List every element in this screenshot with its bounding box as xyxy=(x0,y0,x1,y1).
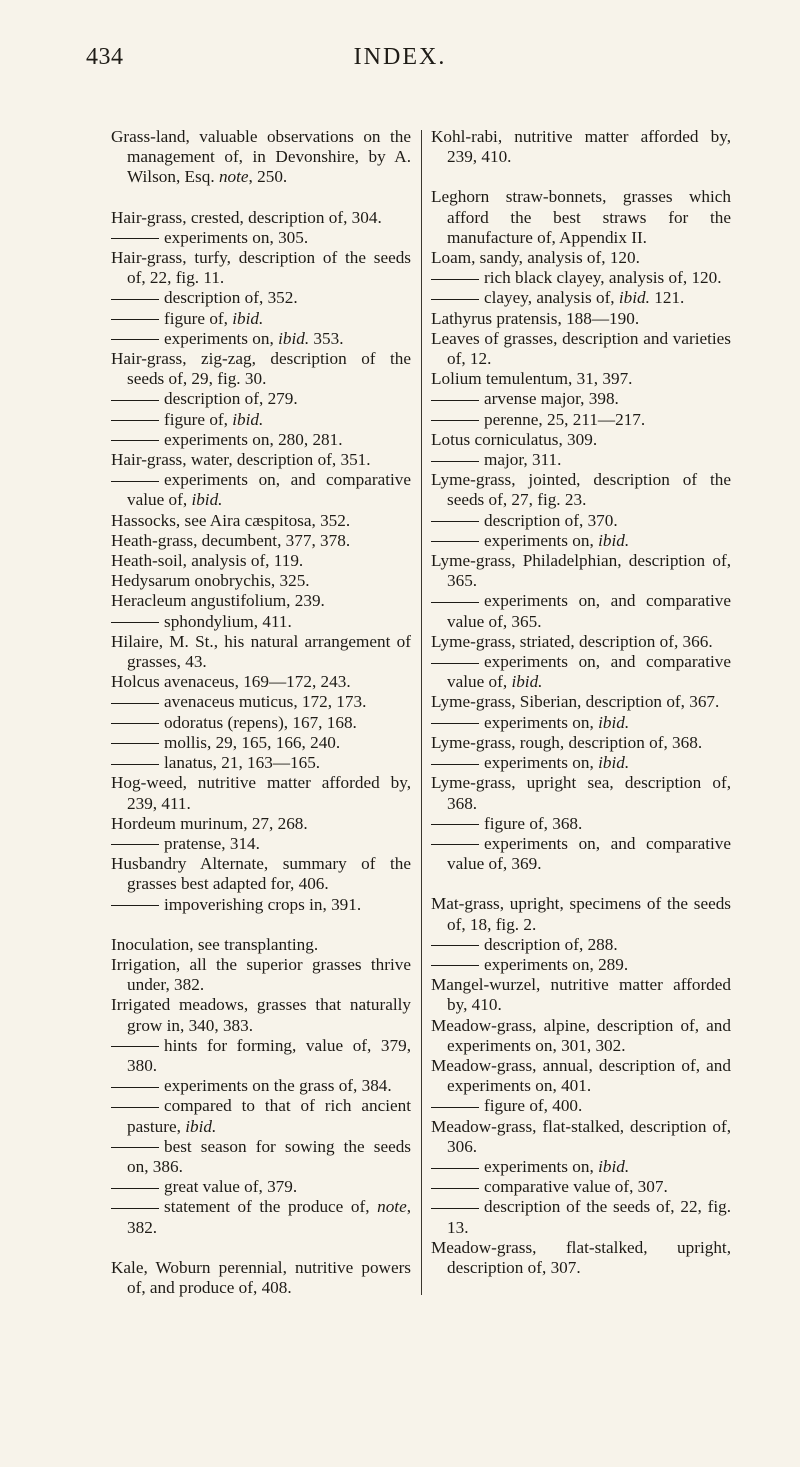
entry-text: Loam, sandy, analysis of, 120. xyxy=(431,248,640,268)
entry-text: Inoculation, see transplanting. xyxy=(111,934,319,954)
ditto-dash xyxy=(431,824,479,825)
index-subentry xyxy=(431,652,731,692)
ditto-dash xyxy=(431,663,479,664)
entry-text: hints for forming, value of, 379, 380. xyxy=(127,1035,411,1075)
entry-text: Hair-grass, water, description of, 351. xyxy=(111,450,371,470)
index-subentry xyxy=(431,389,731,409)
index-subentry xyxy=(431,1197,731,1237)
entry-text: Mat-grass, upright, specimens of the seeds of, 18, fig. 2. xyxy=(431,894,731,934)
index-entry xyxy=(111,632,411,672)
entry-text: Hassocks, see Aira cæspitosa, 352. xyxy=(111,510,351,530)
ditto-dash xyxy=(111,420,159,421)
index-entry xyxy=(431,1056,731,1096)
entry-text: Heath-soil, analysis of, 119. xyxy=(111,551,304,571)
ditto-dash xyxy=(111,481,159,482)
entry-text: Lyme-grass, striated, description of, 366. xyxy=(431,631,713,651)
ditto-dash xyxy=(431,521,479,522)
entry-text: , 382. xyxy=(127,1197,411,1237)
index-entry xyxy=(111,511,411,531)
entry-text: Hair-grass, crested, description of, 304. xyxy=(111,207,382,227)
entry-text: Lyme-grass, jointed, description of the seeds of, 27, fig. 23. xyxy=(431,470,731,510)
index-entry xyxy=(431,632,731,652)
entry-text: experiments on the grass of, 384. xyxy=(164,1076,392,1096)
entry-group-gap xyxy=(111,188,411,208)
entry-group-gap xyxy=(431,874,731,894)
index-subentry xyxy=(111,1177,411,1197)
index-entry xyxy=(111,955,411,995)
italic-text: ibid. xyxy=(598,1156,630,1176)
entry-text: best season for sowing the seeds on, 386. xyxy=(127,1136,411,1176)
index-entry xyxy=(431,309,731,329)
entry-text: Holcus avenaceus, 169—172, 243. xyxy=(111,672,351,692)
index-subentry xyxy=(431,1157,731,1177)
page-number: 434 xyxy=(86,44,124,70)
entry-text: Meadow-grass, alpine, description of, and experiments on, 301, 302. xyxy=(431,1015,731,1055)
ditto-dash xyxy=(111,319,159,320)
ditto-dash xyxy=(111,238,159,239)
entry-text: Lyme-grass, upright sea, description of, 368. xyxy=(431,773,731,813)
index-entry xyxy=(431,329,731,369)
entry-text: Heracleum angustifolium, 239. xyxy=(111,591,325,611)
entry-text: description of, 370. xyxy=(484,510,618,530)
index-subentry xyxy=(431,1096,731,1116)
entry-text: experiments on, and comparative value of, 365. xyxy=(447,591,731,631)
index-subentry xyxy=(431,410,731,430)
index-entry xyxy=(431,975,731,1015)
ditto-dash xyxy=(111,1188,159,1189)
ditto-dash xyxy=(111,844,159,845)
entry-text: description of, 352. xyxy=(164,288,298,308)
entry-text: Kohl-rabi, nutritive matter afforded by, 239, 410. xyxy=(431,127,731,167)
index-subentry xyxy=(111,713,411,733)
ditto-dash xyxy=(431,945,479,946)
index-entry xyxy=(431,369,731,389)
ditto-dash xyxy=(431,400,479,401)
entry-text: Irrigated meadows, grasses that naturally grow in, 340, 383. xyxy=(111,995,411,1035)
entry-text: figure of, xyxy=(164,308,233,328)
entry-text: Lyme-grass, Siberian, description of, 367. xyxy=(431,692,720,712)
italic-text: ibid. xyxy=(598,530,630,550)
ditto-dash xyxy=(431,299,479,300)
index-entry xyxy=(431,430,731,450)
entry-text: impoverishing crops in, 391. xyxy=(164,894,362,914)
entry-text: Heath-grass, decumbent, 377, 378. xyxy=(111,530,351,550)
index-subentry xyxy=(431,511,731,531)
index-subentry xyxy=(431,834,731,874)
entry-text: Leghorn straw-bonnets, grasses which afford the best straws for the manufacture of, Appendix II. xyxy=(431,187,731,247)
italic-text: ibid. xyxy=(598,753,630,773)
index-entry xyxy=(431,692,731,712)
ditto-dash xyxy=(431,1208,479,1209)
entry-text: compared to that of rich ancient pasture, xyxy=(127,1096,411,1136)
entry-text: experiments on, xyxy=(484,712,599,732)
index-subentry xyxy=(111,753,411,773)
entry-text: experiments on, xyxy=(164,328,279,348)
italic-text: ibid. xyxy=(598,712,630,732)
entry-text: description of the seeds of, 22, fig. 13. xyxy=(447,1197,731,1237)
index-subentry xyxy=(111,309,411,329)
index-subentry xyxy=(111,692,411,712)
index-subentry xyxy=(431,288,731,308)
index-entry xyxy=(431,248,731,268)
italic-text: ibid. xyxy=(191,490,223,510)
index-subentry xyxy=(111,389,411,409)
entry-text: Meadow-grass, flat-stalked, upright, description of, 307. xyxy=(431,1237,731,1277)
entry-text: Leaves of grasses, description and varieties of, 12. xyxy=(431,328,731,369)
entry-text: experiments on, 305. xyxy=(164,227,309,247)
entry-text: experiments on, and comparative value of, xyxy=(447,652,731,692)
index-subentry xyxy=(431,531,731,551)
index-entry xyxy=(111,773,411,813)
entry-text: experiments on, xyxy=(484,753,599,773)
index-entry xyxy=(431,1016,731,1056)
index-subentry xyxy=(431,591,731,631)
ditto-dash xyxy=(431,279,479,280)
index-subentry xyxy=(431,814,731,834)
entry-text: Hair-grass, turfy, description of the seeds of, 22, fig. 11. xyxy=(111,248,411,288)
index-subentry xyxy=(111,733,411,753)
page-header xyxy=(0,44,800,84)
entry-text: Lyme-grass, Philadelphian, description of, 365. xyxy=(431,551,731,591)
entry-text: description of, 288. xyxy=(484,934,618,954)
ditto-dash xyxy=(111,743,159,744)
index-subentry xyxy=(111,1096,411,1136)
index-subentry xyxy=(431,268,731,288)
index-entry xyxy=(431,551,731,591)
index-subentry xyxy=(111,228,411,248)
ditto-dash xyxy=(111,1147,159,1148)
italic-text: note xyxy=(377,1197,407,1217)
entry-text: sphondylium, 411. xyxy=(164,611,292,631)
entry-text: 353. xyxy=(309,328,344,348)
index-subentry xyxy=(431,1177,731,1197)
index-entry xyxy=(431,1238,731,1278)
index-subentry xyxy=(111,612,411,632)
ditto-dash xyxy=(111,440,159,441)
entry-text: , 250. xyxy=(248,167,288,187)
entry-text: avenaceus muticus, 172, 173. xyxy=(164,692,367,712)
ditto-dash xyxy=(431,420,479,421)
entry-text: Hair-grass, zig-zag, description of the seeds of, 29, fig. 30. xyxy=(111,349,411,389)
index-column-right xyxy=(431,127,731,1278)
entry-text: statement of the produce of, xyxy=(164,1197,378,1217)
italic-text: ibid. xyxy=(618,288,650,308)
entry-text: Grass-land, valuable observations on the management of, in Devonshire, by A. Wilson, Esq. xyxy=(111,127,411,187)
ditto-dash xyxy=(431,461,479,462)
ditto-dash xyxy=(111,905,159,906)
entry-text: description of, 279. xyxy=(164,389,298,409)
index-subentry xyxy=(111,895,411,915)
entry-text: Hedysarum onobrychis, 325. xyxy=(111,571,310,591)
ditto-dash xyxy=(111,723,159,724)
index-subentry xyxy=(431,753,731,773)
index-subentry xyxy=(111,834,411,854)
ditto-dash xyxy=(431,1107,479,1108)
index-subentry xyxy=(111,1036,411,1076)
italic-text: ibid. xyxy=(232,308,264,328)
index-subentry xyxy=(431,955,731,975)
entry-text: lanatus, 21, 163—165. xyxy=(164,753,321,773)
ditto-dash xyxy=(431,1188,479,1189)
ditto-dash xyxy=(111,339,159,340)
entry-text: clayey, analysis of, xyxy=(484,288,619,308)
entry-group-gap xyxy=(111,1238,411,1258)
ditto-dash xyxy=(431,764,479,765)
entry-text: mollis, 29, 165, 166, 240. xyxy=(164,732,341,752)
ditto-dash xyxy=(431,965,479,966)
index-entry xyxy=(431,187,731,248)
entry-text: Hog-weed, nutritive matter afforded by, 239, 411. xyxy=(111,773,411,813)
italic-text: ibid. xyxy=(278,328,310,348)
ditto-dash xyxy=(431,602,479,603)
index-subentry xyxy=(431,935,731,955)
entry-text: Kale, Woburn perennial, nutritive powers of, and produce of, 408. xyxy=(111,1257,411,1297)
index-entry xyxy=(431,894,731,934)
index-subentry xyxy=(111,410,411,430)
index-entry xyxy=(431,733,731,753)
index-entry xyxy=(431,127,731,167)
italic-text: ibid. xyxy=(232,409,264,429)
index-entry xyxy=(111,1258,411,1298)
entry-group-gap xyxy=(111,915,411,935)
index-entry xyxy=(111,672,411,692)
entry-text: experiments on, 280, 281. xyxy=(164,429,343,449)
running-head: INDEX. xyxy=(353,44,447,70)
index-entry xyxy=(431,470,731,510)
ditto-dash xyxy=(431,1168,479,1169)
entry-text: major, 311. xyxy=(484,450,562,470)
index-subentry xyxy=(111,1076,411,1096)
index-subentry xyxy=(111,1197,411,1237)
italic-text: note xyxy=(218,167,249,187)
entry-text: Hordeum murinum, 27, 268. xyxy=(111,813,308,833)
entry-text: Irrigation, all the superior grasses thrive under, 382. xyxy=(111,954,411,995)
entry-text: Lolium temulentum, 31, 397. xyxy=(431,369,633,389)
entry-text: great value of, 379. xyxy=(164,1177,298,1197)
index-subentry xyxy=(111,430,411,450)
index-subentry xyxy=(111,288,411,308)
index-entry xyxy=(111,349,411,389)
index-entry xyxy=(111,591,411,611)
entry-text: figure of, 400. xyxy=(484,1096,583,1116)
entry-text: odoratus (repens), 167, 168. xyxy=(164,712,357,732)
entry-text: experiments on, and comparative value of, 369. xyxy=(447,833,731,874)
index-entry xyxy=(111,248,411,288)
index-entry xyxy=(111,814,411,834)
index-column-left xyxy=(111,127,411,1298)
ditto-dash xyxy=(111,703,159,704)
index-subentry xyxy=(111,329,411,349)
italic-text: ibid. xyxy=(511,672,543,692)
entry-text: comparative value of, 307. xyxy=(484,1177,668,1197)
column-divider xyxy=(421,130,422,1295)
index-subentry xyxy=(431,713,731,733)
ditto-dash xyxy=(111,622,159,623)
ditto-dash xyxy=(111,1107,159,1108)
entry-text: experiments on, xyxy=(484,530,599,550)
entry-text: 121. xyxy=(649,288,685,308)
entry-text: Lathyrus pratensis, 188—190. xyxy=(431,308,640,328)
index-entry xyxy=(111,551,411,571)
index-entry xyxy=(111,571,411,591)
ditto-dash xyxy=(431,541,479,542)
ditto-dash xyxy=(111,1046,159,1047)
index-entry xyxy=(431,1117,731,1157)
ditto-dash xyxy=(111,764,159,765)
entry-text: Meadow-grass, annual, description of, and experiments on, 401. xyxy=(431,1055,731,1096)
index-subentry xyxy=(111,1137,411,1177)
entry-text: experiments on, 289. xyxy=(484,954,629,974)
entry-text: Meadow-grass, flat-stalked, description of, 306. xyxy=(431,1116,731,1156)
entry-text: Lyme-grass, rough, description of, 368. xyxy=(431,732,703,752)
index-subentry xyxy=(431,450,731,470)
index-entry xyxy=(111,208,411,228)
entry-text: figure of, 368. xyxy=(484,813,583,833)
entry-text: pratense, 314. xyxy=(164,833,260,853)
entry-text: Hilaire, M. St., his natural arrangement of grasses, 43. xyxy=(111,631,411,672)
index-subentry xyxy=(111,470,411,510)
ditto-dash xyxy=(111,1087,159,1088)
entry-text: Husbandry Alternate, summary of the grasses best adapted for, 406. xyxy=(111,854,411,894)
ditto-dash xyxy=(111,299,159,300)
index-entry xyxy=(111,127,411,188)
entry-text: Mangel-wurzel, nutritive matter afforded by, 410. xyxy=(431,975,731,1015)
entry-text: figure of, xyxy=(164,409,233,429)
entry-text: experiments on, and comparative value of, xyxy=(127,470,411,510)
index-entry xyxy=(111,995,411,1035)
entry-text: experiments on, xyxy=(484,1156,599,1176)
index-entry xyxy=(111,854,411,894)
ditto-dash xyxy=(431,844,479,845)
index-entry xyxy=(111,935,411,955)
entry-text: Lotus corniculatus, 309. xyxy=(431,429,598,449)
index-entry xyxy=(111,450,411,470)
entry-group-gap xyxy=(431,167,731,187)
ditto-dash xyxy=(431,723,479,724)
ditto-dash xyxy=(111,1208,159,1209)
entry-text: arvense major, 398. xyxy=(484,389,619,409)
ditto-dash xyxy=(111,400,159,401)
italic-text: ibid. xyxy=(185,1116,217,1136)
entry-text: rich black clayey, analysis of, 120. xyxy=(484,268,722,288)
entry-text: perenne, 25, 211—217. xyxy=(484,409,646,429)
index-entry xyxy=(111,531,411,551)
index-entry xyxy=(431,773,731,813)
